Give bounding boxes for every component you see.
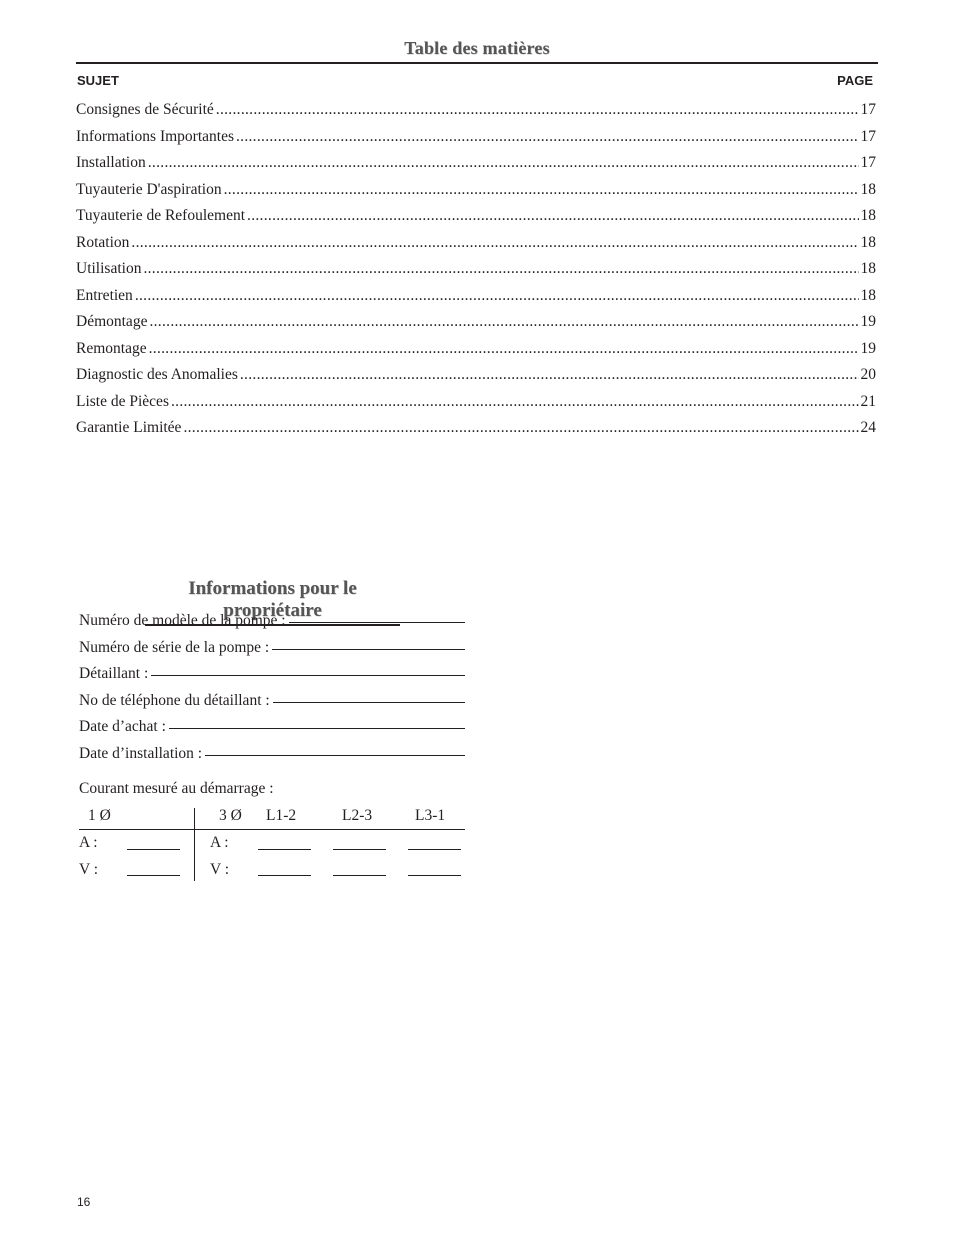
fill-in-line	[151, 675, 465, 676]
fill-in-line	[289, 622, 465, 623]
purchase-date-field	[79, 718, 465, 736]
toc-row	[76, 128, 876, 155]
installation-date-field	[79, 745, 465, 763]
toc-leader	[183, 419, 858, 437]
amps-label-3ph: A :	[210, 834, 229, 851]
toc-row-page: 18	[860, 286, 876, 304]
toc-leader	[171, 393, 859, 411]
toc-row-label: Informations Importantes	[76, 127, 234, 145]
volts-label-1ph: V :	[79, 861, 99, 878]
toc-leader	[135, 287, 859, 305]
toc-title: Table des matières	[404, 38, 550, 58]
current-table	[79, 806, 465, 880]
toc-leader	[216, 101, 859, 119]
volts-label-3ph: V :	[210, 861, 230, 878]
toc-row-page: 17	[860, 127, 876, 145]
toc-row-label: Remontage	[76, 339, 147, 357]
toc-leader	[149, 313, 858, 331]
dealer-field	[79, 665, 465, 683]
l2-3-header: L2-3	[342, 807, 373, 824]
toc-row	[76, 419, 876, 446]
toc-row-page: 18	[860, 207, 876, 224]
amps-label-1ph: A :	[79, 834, 98, 851]
toc-leader	[236, 128, 859, 146]
toc-leader	[143, 260, 858, 278]
page-column-header: PAGE	[837, 73, 873, 88]
l1-2-header: L1-2	[266, 807, 297, 824]
subject-column-header: SUJET	[77, 73, 119, 88]
amps-1ph-blank	[127, 849, 180, 850]
amps-l3-1-blank	[408, 849, 461, 850]
amps-l2-3-blank	[333, 849, 386, 850]
toc-title-rule	[76, 62, 878, 64]
field-label: Date d’installation :	[79, 745, 203, 762]
fill-in-line	[272, 649, 465, 650]
header-rule	[79, 829, 465, 830]
toc-row-label: Utilisation	[76, 260, 142, 277]
toc-row-page: 18	[860, 233, 876, 251]
toc-row-label: Démontage	[76, 313, 148, 330]
toc-row	[76, 154, 876, 181]
toc-leader	[149, 340, 859, 358]
single-phase-header: 1 Ø	[88, 807, 111, 824]
toc-row-label: Tuyauterie D'aspiration	[76, 180, 222, 198]
toc-row	[76, 313, 876, 340]
field-label: Numéro de série de la pompe :	[79, 639, 270, 656]
toc-row	[76, 207, 876, 234]
toc-row-page: 24	[860, 419, 876, 436]
toc-leader	[224, 181, 859, 199]
fill-in-line	[273, 702, 465, 703]
dealer-phone-field	[79, 692, 465, 710]
toc-row	[76, 260, 876, 287]
toc-list	[76, 101, 876, 446]
toc-leader	[240, 366, 859, 384]
toc-row-page: 19	[860, 339, 876, 357]
field-label: Date d’achat :	[79, 718, 166, 735]
toc-row-page: 17	[860, 101, 876, 118]
toc-row-label: Entretien	[76, 286, 133, 304]
serial-number-field	[79, 639, 465, 657]
volts-l1-2-blank	[258, 875, 311, 876]
amps-l1-2-blank	[258, 849, 311, 850]
model-number-field	[79, 612, 465, 630]
volts-l2-3-blank	[333, 875, 386, 876]
fill-in-line	[205, 755, 465, 756]
toc-row-label: Garantie Limitée	[76, 419, 182, 436]
toc-row-label: Diagnostic des Anomalies	[76, 366, 238, 383]
toc-row	[76, 181, 876, 208]
page-number: 16	[77, 1195, 91, 1209]
toc-row	[76, 393, 876, 420]
toc-leader	[131, 234, 858, 252]
toc-row	[76, 287, 876, 314]
fill-in-line	[169, 728, 465, 729]
field-label: Détaillant :	[79, 665, 149, 682]
field-label: No de téléphone du détaillant :	[79, 692, 270, 709]
toc-leader	[247, 207, 858, 225]
toc-row-page: 18	[860, 180, 876, 198]
toc-row-label: Rotation	[76, 233, 130, 251]
toc-row-label: Tuyauterie de Refoulement	[76, 207, 246, 224]
toc-row	[76, 101, 876, 128]
toc-row-page: 17	[860, 154, 876, 171]
toc-row-label: Liste de Pièces	[76, 392, 169, 410]
toc-row-page: 20	[860, 366, 876, 383]
three-phase-header: 3 Ø	[219, 807, 242, 824]
toc-row-page: 18	[860, 260, 876, 277]
toc-leader	[148, 154, 859, 172]
toc-row	[76, 234, 876, 261]
owner-info-title: Informations pour le propriétaire	[145, 578, 400, 626]
field-label: Numéro de modèle de la pompe :	[79, 612, 286, 629]
toc-row-page: 19	[860, 313, 876, 330]
volts-1ph-blank	[127, 875, 180, 876]
volts-l3-1-blank	[408, 875, 461, 876]
toc-row-page: 21	[860, 392, 876, 410]
toc-row-label: Consignes de Sécurité	[76, 101, 214, 118]
phase-divider	[194, 808, 195, 881]
l3-1-header: L3-1	[415, 807, 446, 824]
toc-row	[76, 340, 876, 367]
starting-current-label: Courant mesuré au démarrage :	[79, 780, 274, 797]
toc-row	[76, 366, 876, 393]
toc-row-label: Installation	[76, 154, 146, 171]
